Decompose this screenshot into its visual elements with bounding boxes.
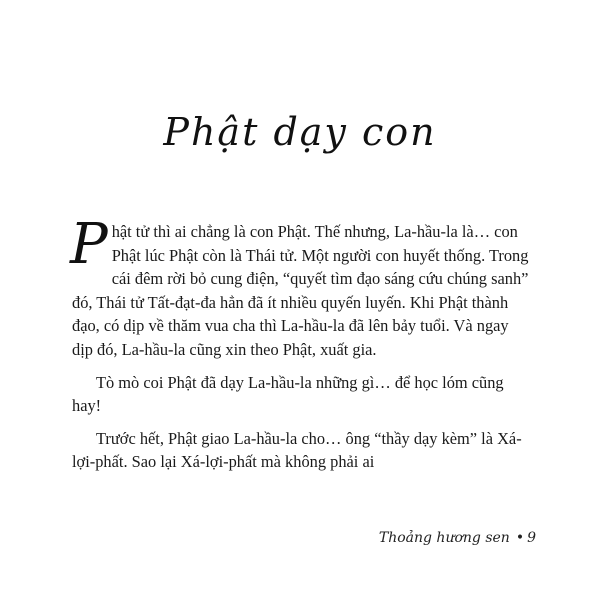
paragraph-1-text: hật tử thì ai chẳng là con Phật. Thế nhưng, La-hầu-la là… con Phật lúc Phật còn là Thái tử. Một người con huyết thống. Trong cái đêm rời bỏ cung điện, “quyết tìm đạo sáng cứu chúng sanh” đó, Thái tử Tất-đạt-đa hẳn đã ít nhiều quyến luyến. Khi Phật thành đạo, có dịp về thăm vua cha thì La-hầu-la đã lên bảy tuổi. Và ngay dịp đó, La-hầu-la cũng xin theo Phật, xuất gia. [72, 222, 529, 359]
paragraph-3: Trước hết, Phật giao La-hầu-la cho… ông “thầy dạy kèm” là Xá-lợi-phất. Sao lại Xá-lợi-phất mà không phải ai [72, 428, 522, 472]
paragraph-1 [70, 212, 532, 362]
footer-book-title: Thoảng hương sen [378, 530, 510, 546]
body-text [70, 212, 532, 483]
chapter-title: Phật dạy con [163, 110, 437, 154]
page-footer [379, 530, 536, 546]
paragraph-2: Tò mò coi Phật đã dạy La-hầu-la những gì… để học lóm cũng hay! [72, 372, 504, 416]
page-number: 9 [527, 530, 536, 546]
drop-cap: P [70, 212, 108, 277]
footer-separator: • [515, 530, 525, 546]
